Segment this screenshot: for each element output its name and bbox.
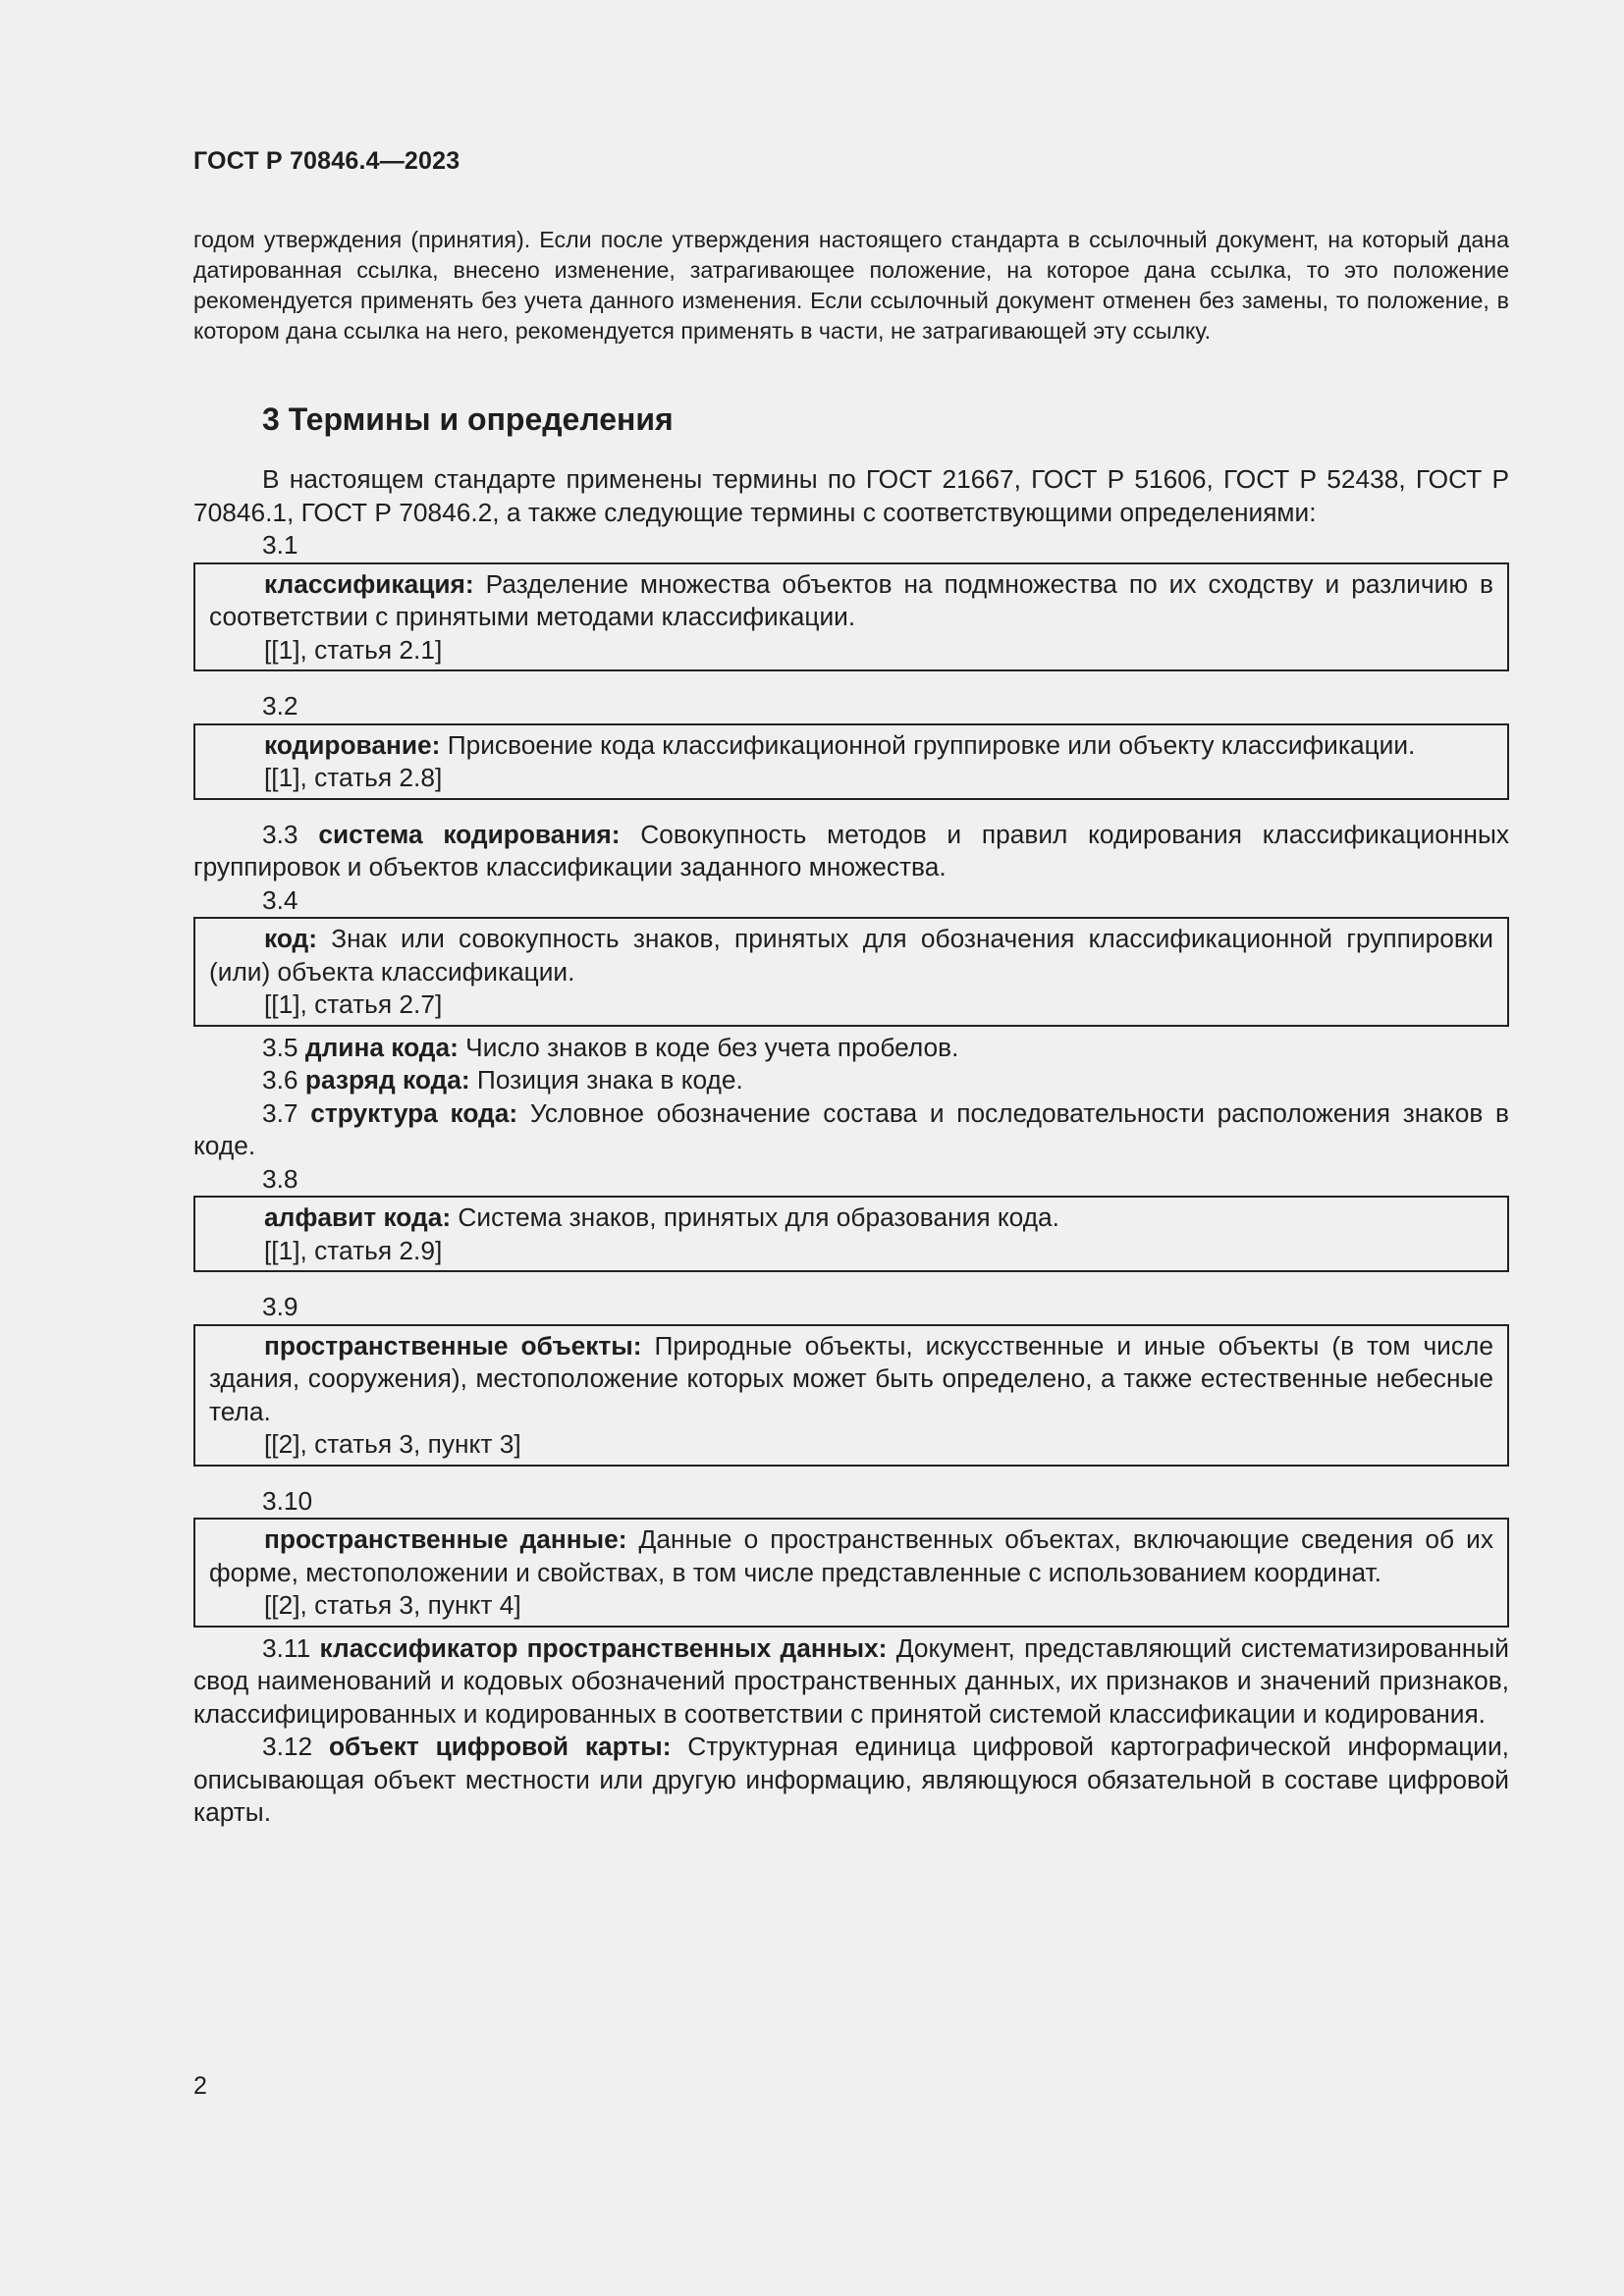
page-number: 2 xyxy=(193,2072,207,2100)
term-name: структура кода: xyxy=(310,1097,518,1128)
term-name: разряд кода: xyxy=(304,1065,470,1095)
term-number: 3.7 xyxy=(262,1097,311,1128)
term-text: Условное обозначение состава и последовательности расположения знаков в коде. xyxy=(193,1097,1510,1160)
term-number-3-10: 3.10 xyxy=(262,1485,313,1516)
spacer xyxy=(193,1272,1509,1291)
term-3-5 xyxy=(193,1032,1509,1065)
term-3-11 xyxy=(193,1632,1509,1732)
spacer xyxy=(193,671,1509,690)
term-source: [[1], статья 2.8] xyxy=(264,763,443,792)
term-box-3-4 xyxy=(193,917,1509,1027)
term-name: длина кода: xyxy=(304,1032,459,1062)
term-definition xyxy=(209,1201,1493,1235)
term-number: 3.12 xyxy=(262,1732,329,1761)
term-box-3-9 xyxy=(193,1324,1509,1467)
spacer xyxy=(193,1467,1509,1485)
document-header: ГОСТ Р 70846.4—2023 xyxy=(193,147,460,175)
term-number: 3.6 xyxy=(262,1065,305,1095)
term-name: система кодирования: xyxy=(318,819,621,849)
term-source: [[1], статья 2.9] xyxy=(264,1235,443,1265)
term-text: Число знаков в коде без учета пробелов. xyxy=(458,1032,959,1062)
term-number: 3.5 xyxy=(262,1032,305,1062)
term-source: [[2], статья 3, пункт 3] xyxy=(264,1429,521,1459)
section-title: 3 Термины и определения xyxy=(262,401,674,437)
term-definition xyxy=(209,568,1493,634)
term-name: классификация: xyxy=(264,568,474,599)
term-name: кодирование: xyxy=(264,729,441,760)
term-box-3-2 xyxy=(193,723,1509,800)
term-text: Разделение множества объектов на подмножества по их сходству и различию в соответствии с принятыми методами классификации. xyxy=(209,568,1493,631)
term-text: Система знаков, принятых для образования кода. xyxy=(451,1202,1059,1232)
term-name: алфавит кода: xyxy=(264,1202,452,1232)
term-definition xyxy=(209,1523,1493,1589)
term-box-3-1 xyxy=(193,562,1509,672)
term-3-7 xyxy=(193,1097,1509,1163)
term-text: Документ, представляющий систематизированный свод наименований и кодовых обозначений пространственных данных, их признаков и значений признаков, классифицированных и кодированных в соответствии с принятой системой классификации и кодирования. xyxy=(193,1632,1509,1729)
term-text: Присвоение кода классификационной группировке или объекту классификации. xyxy=(440,729,1416,760)
term-text: Совокупность методов и правил кодирования классификационных группировок и объектов классификации заданного множества. xyxy=(193,819,1509,881)
term-source: [[2], статья 3, пункт 4] xyxy=(264,1590,521,1620)
term-3-3 xyxy=(193,819,1509,884)
term-definition xyxy=(209,1330,1493,1429)
term-3-6 xyxy=(193,1064,1509,1097)
term-name: объект цифровой карты: xyxy=(328,1732,672,1761)
term-text: Природные объекты, искусственные и иные объекты (в том числе здания, сооружения), местоположение которых может быть определено, а также естественные небесные тела. xyxy=(209,1330,1493,1426)
term-source: [[1], статья 2.7] xyxy=(264,989,443,1019)
spacer xyxy=(193,800,1509,819)
term-text: Позиция знака в коде. xyxy=(469,1065,743,1095)
term-number-3-1: 3.1 xyxy=(262,530,298,560)
term-number-3-8: 3.8 xyxy=(262,1163,298,1194)
term-name: классификатор пространственных данных: xyxy=(319,1632,888,1663)
term-3-12 xyxy=(193,1731,1509,1830)
term-number-3-4: 3.4 xyxy=(262,884,298,915)
terms-section xyxy=(193,463,1509,1830)
intro-paragraph: годом утверждения (принятия). Если после утверждения настоящего стандарта в ссылочный документ, на который дана датированная ссылка, внесено изменение, затрагивающее положение, на которое дана ссылка, то это положение рекомендуется применять без учета данного изменения. Если ссылочный документ отменен без замены, то положение, в котором дана ссылка на него, рекомендуется применять в части, не затрагивающей эту ссылку. xyxy=(193,227,1509,344)
term-name: пространственные данные: xyxy=(264,1524,627,1554)
term-source: [[1], статья 2.1] xyxy=(264,634,443,665)
term-definition xyxy=(209,923,1493,988)
term-number-3-2: 3.2 xyxy=(262,691,298,721)
term-text: Данные о пространственных объектах, включающие сведения об их форме, местоположении и свойствах, в том числе представленные с использованием координат. xyxy=(209,1524,1493,1587)
term-name: код: xyxy=(264,924,317,953)
term-definition xyxy=(209,729,1493,763)
term-box-3-8 xyxy=(193,1196,1509,1272)
term-text: Знак или совокупность знаков, принятых для обозначения классификационной группировки (или) объекта классификации. xyxy=(209,924,1493,987)
term-box-3-10 xyxy=(193,1518,1509,1628)
term-number-3-9: 3.9 xyxy=(262,1292,298,1321)
term-text: Структурная единица цифровой картографической информации, описывающая объект местности или другую информацию, являющуюся обязательной в составе цифровой карты. xyxy=(193,1732,1509,1827)
term-name: пространственные объекты: xyxy=(264,1330,642,1361)
term-number: 3.3 xyxy=(262,819,319,849)
section-lead: В настоящем стандарте применены термины по ГОСТ 21667, ГОСТ Р 51606, ГОСТ Р 52438, ГОСТ Р 70846.1, ГОСТ Р 70846.2, а также следующие термины с соответствующими определениями: xyxy=(193,464,1509,527)
term-number: 3.11 xyxy=(262,1632,320,1663)
